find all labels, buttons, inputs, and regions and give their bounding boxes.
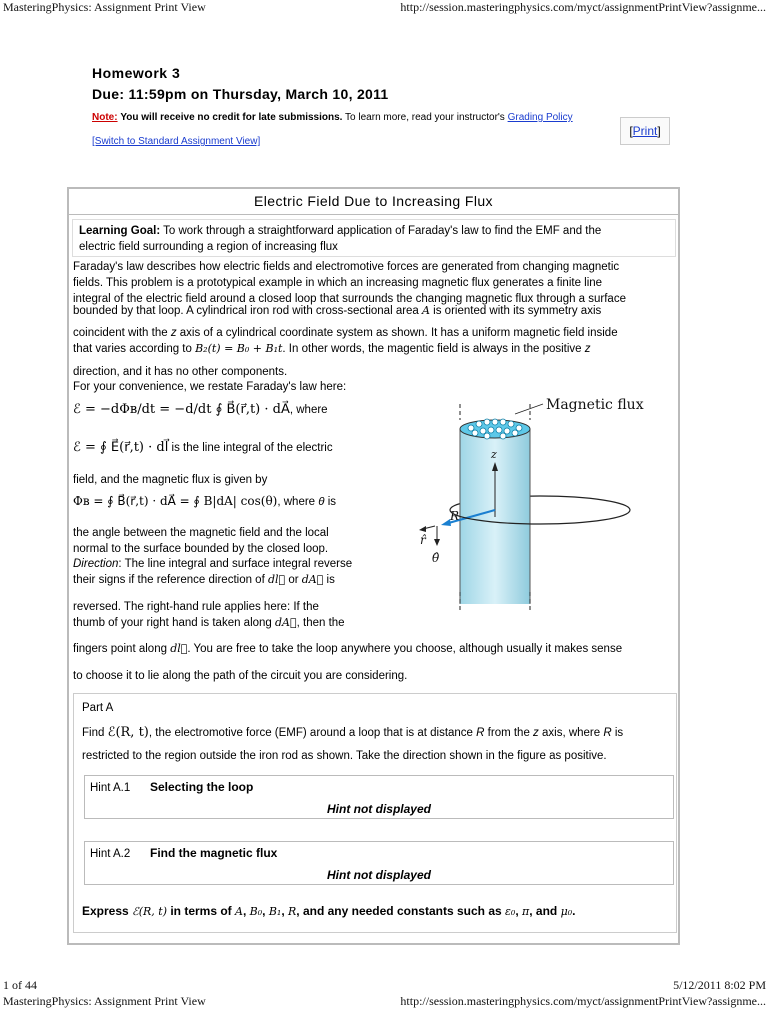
equation-3-is: is bbox=[324, 496, 337, 508]
switch-view bbox=[92, 136, 260, 147]
direction-text: : The line integral and surface integral reverse bbox=[118, 558, 353, 570]
z-axis-label: z bbox=[491, 448, 497, 461]
field-equation: B₂(t) = B₀ + B₁t bbox=[195, 342, 283, 355]
symbol-area: A bbox=[422, 304, 430, 317]
intro-line-4 bbox=[73, 303, 601, 319]
express-and: , and bbox=[529, 904, 561, 918]
intro-line-2: fields. This problem is a prototypical example in which an increasing magnetic flux generates a finite line bbox=[73, 277, 603, 289]
part-a-label: Part A bbox=[82, 702, 114, 714]
hint-a2-title[interactable]: Find the magnetic flux bbox=[150, 846, 278, 860]
line-integral-equation bbox=[73, 437, 333, 459]
equation-2-after: is the line integral of the electric bbox=[168, 442, 333, 454]
grading-policy-link[interactable]: Grading Policy bbox=[507, 112, 573, 123]
comma: , bbox=[242, 904, 250, 918]
part-a-text-b: , the electromotive force (EMF) around a loop that is at distance bbox=[148, 727, 477, 739]
learning-goal bbox=[72, 219, 676, 257]
part-a-question-1 bbox=[82, 725, 623, 741]
intro-line-7: direction, and it has no other components. bbox=[73, 366, 288, 378]
rhr-line-2b: , then the bbox=[296, 617, 345, 629]
reverse-line-b: is bbox=[323, 574, 335, 586]
express-b: in terms of bbox=[167, 904, 236, 918]
theta-symbol: θ bbox=[318, 496, 325, 508]
iron-rod-figure bbox=[415, 392, 660, 622]
note-bold-text: You will receive no credit for late submissions. bbox=[120, 112, 343, 123]
comma: , bbox=[281, 904, 288, 918]
flux-intro: field, and the magnetic flux is given by bbox=[73, 474, 268, 486]
z-symbol: z bbox=[584, 343, 591, 355]
express-instruction bbox=[82, 903, 575, 920]
hint-a2-number: Hint A.2 bbox=[90, 848, 131, 860]
fingers-line-b: . You are free to take the loop anywhere you choose, although usually it makes sense bbox=[187, 643, 623, 655]
problem-title: Electric Field Due to Increasing Flux bbox=[68, 188, 679, 215]
reverse-line-a: their signs if the reference direction of bbox=[73, 574, 268, 586]
direction-line bbox=[73, 556, 352, 572]
due-date: Due: 11:59pm on Thursday, March 10, 2011 bbox=[92, 86, 389, 102]
intro-line-6b: . In other words, the magentic field is always in the positive bbox=[282, 343, 585, 355]
z-symbol: z bbox=[533, 727, 539, 739]
print-header-title: MasteringPhysics: Assignment Print View bbox=[3, 0, 206, 14]
intro-line-5 bbox=[73, 325, 618, 341]
hint-a1[interactable] bbox=[84, 775, 674, 819]
rhr-line-2a: thumb of your right hand is taken along bbox=[73, 617, 276, 629]
theta-hat-label: θ̂ bbox=[432, 551, 440, 565]
print-button-box bbox=[620, 117, 670, 145]
R-symbol: R bbox=[476, 727, 485, 739]
intro-line-4b: is oriented with its symmetry axis bbox=[429, 305, 602, 317]
intro-line-5a: coincident with the bbox=[73, 327, 171, 339]
dl-symbol: dl⃗ bbox=[267, 573, 286, 586]
intro-line-6 bbox=[73, 341, 591, 357]
radius-label: R bbox=[450, 509, 460, 523]
B0-symbol: B₀ bbox=[249, 905, 263, 918]
goal-label: Learning Goal: bbox=[79, 225, 161, 237]
equation-line-integral: ℰ = ∮ E⃗(r⃗,t) · dl⃗ bbox=[73, 440, 169, 455]
flux-equation bbox=[73, 490, 336, 513]
rhr-line-1: reversed. The right-hand rule applies here: If the bbox=[73, 601, 319, 613]
intro-line-1: Faraday's law describes how electric fields and electromotive forces are generated from changing magnetic bbox=[73, 261, 620, 273]
mu0-symbol: μ₀ bbox=[560, 905, 573, 918]
angle-line-2: normal to the surface bounded by the closed loop. bbox=[73, 543, 329, 555]
express-a: Express bbox=[82, 904, 133, 918]
comma: , bbox=[515, 904, 522, 918]
equation-1-after: , where bbox=[289, 404, 328, 416]
print-bracket-open: [ bbox=[629, 124, 633, 138]
emf-symbol: ℰ(R, t) bbox=[132, 905, 167, 918]
fingers-line bbox=[73, 641, 622, 657]
angle-line-1: the angle between the magnetic field and the local bbox=[73, 527, 329, 539]
intro-line-5b: axis of a cylindrical coordinate system as shown. It has a uniform magnetic field inside bbox=[176, 327, 618, 339]
magnetic-flux-label: Magnetic flux bbox=[546, 397, 644, 413]
direction-label: Direction bbox=[73, 558, 119, 570]
equation-emf-flux: ℰ = −dΦʙ/dt = −d/dt ∮ B⃗(r⃗,t) · dA⃗ bbox=[73, 402, 290, 417]
part-a-text-e: is bbox=[611, 727, 624, 739]
part-a-text-d: axis, where bbox=[538, 727, 604, 739]
switch-view-link[interactable]: [Switch to Standard Assignment View] bbox=[92, 136, 261, 147]
pi-symbol: π bbox=[522, 905, 530, 918]
B1-symbol: B₁ bbox=[268, 905, 282, 918]
print-link[interactable]: Print bbox=[632, 124, 658, 138]
dA-symbol: dA⃗ bbox=[301, 573, 324, 586]
goal-text: To work through a straightforward application of Faraday's law to find the EMF and the bbox=[160, 225, 602, 237]
intro-line-3: integral of the electric field around a closed loop that surrounds the changing magnetic flux through a surface bbox=[73, 293, 626, 305]
A-symbol: A bbox=[235, 905, 243, 918]
hint-a2[interactable] bbox=[84, 841, 674, 885]
faraday-equation bbox=[73, 399, 328, 421]
print-footer-datetime: 5/12/2011 8:02 PM bbox=[673, 978, 766, 992]
note-text: To learn more, read your instructor's bbox=[342, 112, 508, 123]
dA-symbol: dA⃗ bbox=[275, 616, 297, 629]
print-footer-title: MasteringPhysics: Assignment Print View bbox=[3, 994, 206, 1008]
reverse-line-or: or bbox=[285, 574, 302, 586]
fingers-line-a: fingers point along bbox=[73, 643, 171, 655]
print-header-url: http://session.masteringphysics.com/myct/assignmentPrintView?assignme... bbox=[400, 0, 766, 14]
equation-flux: Φʙ = ∮ B⃗(r⃗,t) · dA⃗ = ∮ B|dA| cos(θ) bbox=[73, 494, 278, 508]
print-footer-url: http://session.masteringphysics.com/myct/assignmentPrintView?assignme... bbox=[400, 994, 766, 1008]
epsilon0-symbol: ε₀ bbox=[505, 905, 516, 918]
R-symbol: R bbox=[603, 727, 612, 739]
r-hat-label: r̂ bbox=[420, 533, 426, 547]
intro-line-4a: bounded by that loop. A cylindrical iron rod with cross-sectional area bbox=[73, 305, 423, 317]
rhr-line-2 bbox=[73, 615, 345, 631]
emf-symbol: ℰ(R, t) bbox=[107, 725, 149, 740]
z-symbol: z bbox=[170, 327, 177, 339]
reverse-line bbox=[73, 572, 335, 588]
hint-a1-status: Hint not displayed bbox=[326, 802, 431, 816]
dl-symbol: dl⃗ bbox=[170, 642, 188, 655]
intro-line-6a: that varies according to bbox=[73, 343, 196, 355]
express-end: . bbox=[572, 904, 576, 918]
late-note bbox=[92, 112, 573, 123]
assignment-title: Homework 3 bbox=[92, 65, 181, 81]
print-footer-page: 1 of 44 bbox=[3, 978, 37, 992]
intro-line-8: For your convenience, we restate Faraday's law here: bbox=[73, 381, 347, 393]
comma: , bbox=[262, 904, 269, 918]
R-symbol: R bbox=[287, 905, 297, 918]
circuit-line: to choose it to lie along the path of the circuit you are considering. bbox=[73, 670, 408, 682]
note-label: Note: bbox=[92, 112, 118, 123]
part-a-text-c: from the bbox=[484, 727, 534, 739]
express-c: , and any needed constants such as bbox=[296, 904, 506, 918]
part-a-find: Find bbox=[82, 727, 108, 739]
print-bracket-close: ] bbox=[657, 124, 661, 138]
hint-a1-title[interactable]: Selecting the loop bbox=[150, 780, 254, 794]
goal-text-2: electric field surrounding a region of increasing flux bbox=[79, 241, 338, 253]
part-a-question-2: restricted to the region outside the iron rod as shown. Take the direction shown in the figure as positive. bbox=[82, 750, 607, 762]
hint-a2-status: Hint not displayed bbox=[326, 868, 431, 882]
hint-a1-number: Hint A.1 bbox=[90, 782, 131, 794]
equation-3-after: , where bbox=[277, 496, 319, 508]
